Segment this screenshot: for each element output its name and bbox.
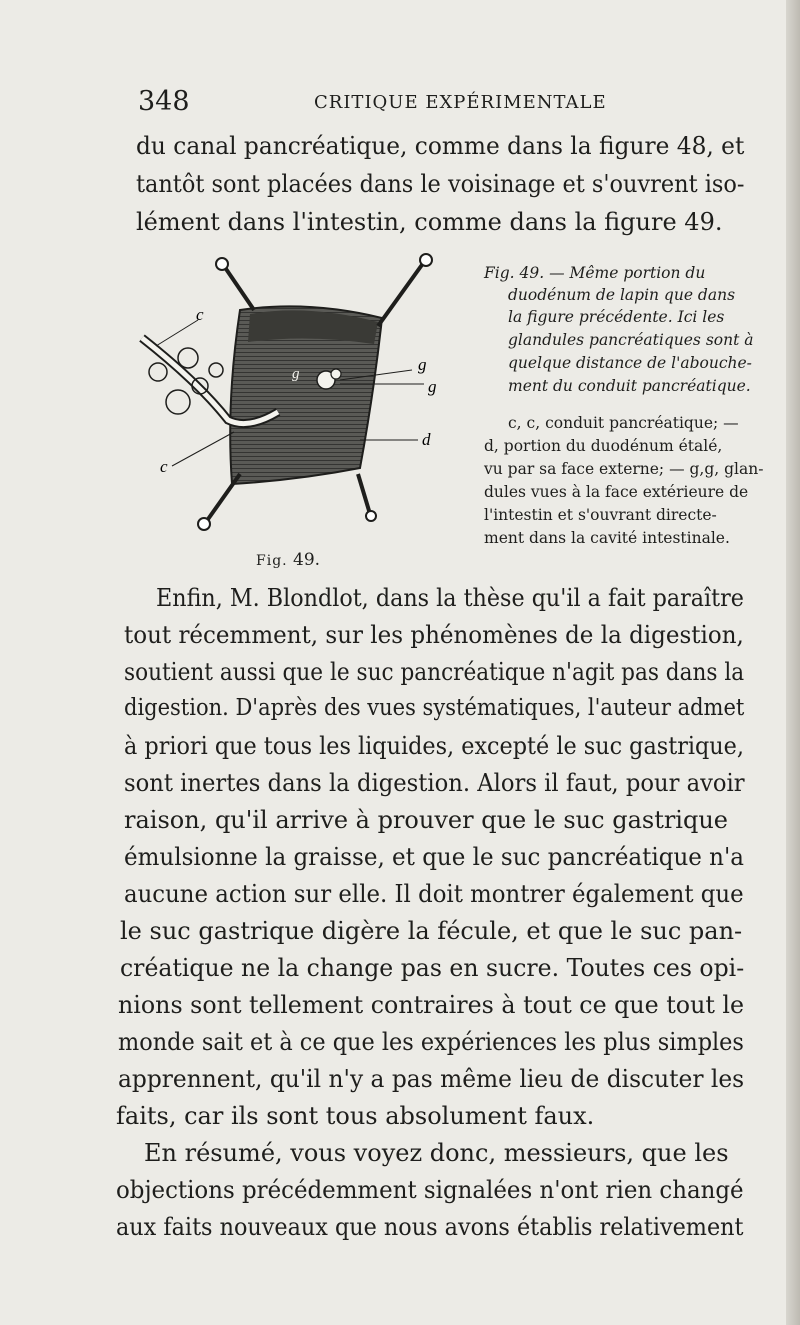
caption-line: l'intestin et s'ouvrant directe-: [484, 506, 717, 524]
text-line: lément dans l'intestin, comme dans la figure 49.: [136, 208, 723, 236]
running-title: CRITIQUE EXPÉRIMENTALE: [314, 92, 607, 113]
text-line: à priori que tous les liquides, excepté le suc gastrique,: [124, 732, 744, 760]
text-line: le suc gastrique digère la fécule, et que le suc pan-: [120, 917, 743, 945]
caption-line: c, c, conduit pancréatique; —: [508, 414, 739, 432]
caption-line: ment du conduit pancréatique.: [508, 377, 751, 395]
text-line: soutient aussi que le suc pancréatique n'agit pas dans la: [124, 658, 745, 686]
page-number: 348: [138, 86, 190, 117]
text-line: émulsionne la graisse, et que le suc pancréatique n'a: [124, 843, 745, 871]
label-c-bottom: c: [160, 457, 168, 476]
figure-label-number: 49.: [293, 550, 321, 570]
figure-label: [256, 550, 320, 570]
page-edge: [786, 0, 800, 1325]
label-d: d: [422, 430, 431, 449]
label-g-inner: g: [292, 366, 300, 382]
text-line: digestion. D'après des vues systématiques, l'auteur admet: [124, 695, 745, 721]
caption-line: vu par sa face externe; — g,g, glan-: [484, 460, 764, 478]
text-line: sont inertes dans la digestion. Alors il faut, pour avoir: [124, 769, 745, 797]
caption-line: d, portion du duodénum étalé,: [484, 437, 723, 455]
text-line: tout récemment, sur les phénomènes de la digestion,: [124, 621, 744, 649]
text-line: tantôt sont placées dans le voisinage et s'ouvrent iso-: [136, 170, 745, 198]
text-line: du canal pancréatique, comme dans la figure 48, et: [136, 132, 745, 160]
text-line: monde sait et à ce que les expériences les plus simples: [118, 1028, 744, 1056]
text-line: nions sont tellement contraires à tout ce que tout le: [118, 991, 745, 1019]
caption-line: ment dans la cavité intestinale.: [484, 529, 730, 547]
caption-line: quelque distance de l'abouche-: [508, 354, 752, 372]
caption-line: duodénum de lapin que dans: [508, 286, 736, 304]
text-line: apprennent, qu'il n'y a pas même lieu de discuter les: [118, 1065, 745, 1093]
text-line: objections précédemment signalées n'ont rien changé: [116, 1176, 744, 1204]
label-g-right2: g: [428, 377, 437, 396]
caption-line: glandules pancréatiques sont à: [508, 331, 754, 349]
text-line: créatique ne la change pas en sucre. Toutes ces opi-: [120, 954, 745, 982]
text-line: raison, qu'il arrive à prouver que le suc gastrique: [124, 806, 729, 834]
text-line: faits, car ils sont tous absolument faux.: [116, 1102, 595, 1130]
text-line: Enfin, M. Blondlot, dans la thèse qu'il a fait paraître: [156, 584, 744, 612]
caption-line: dules vues à la face extérieure de: [484, 483, 749, 501]
duodenum-figure: [128, 252, 468, 582]
text-line: aucune action sur elle. Il doit montrer également que: [124, 880, 744, 908]
label-g-right1: g: [418, 355, 427, 374]
label-c-top: c: [196, 305, 204, 324]
caption-line: la figure précédente. Ici les: [508, 308, 725, 326]
figure-label-prefix: Fig.: [256, 553, 288, 569]
caption-line: Fig. 49. — Même portion du: [484, 264, 706, 282]
page-header: [138, 86, 738, 126]
text-line: aux faits nouveaux que nous avons établis relativement: [116, 1213, 744, 1241]
text-line: En résumé, vous voyez donc, messieurs, que les: [144, 1139, 729, 1167]
